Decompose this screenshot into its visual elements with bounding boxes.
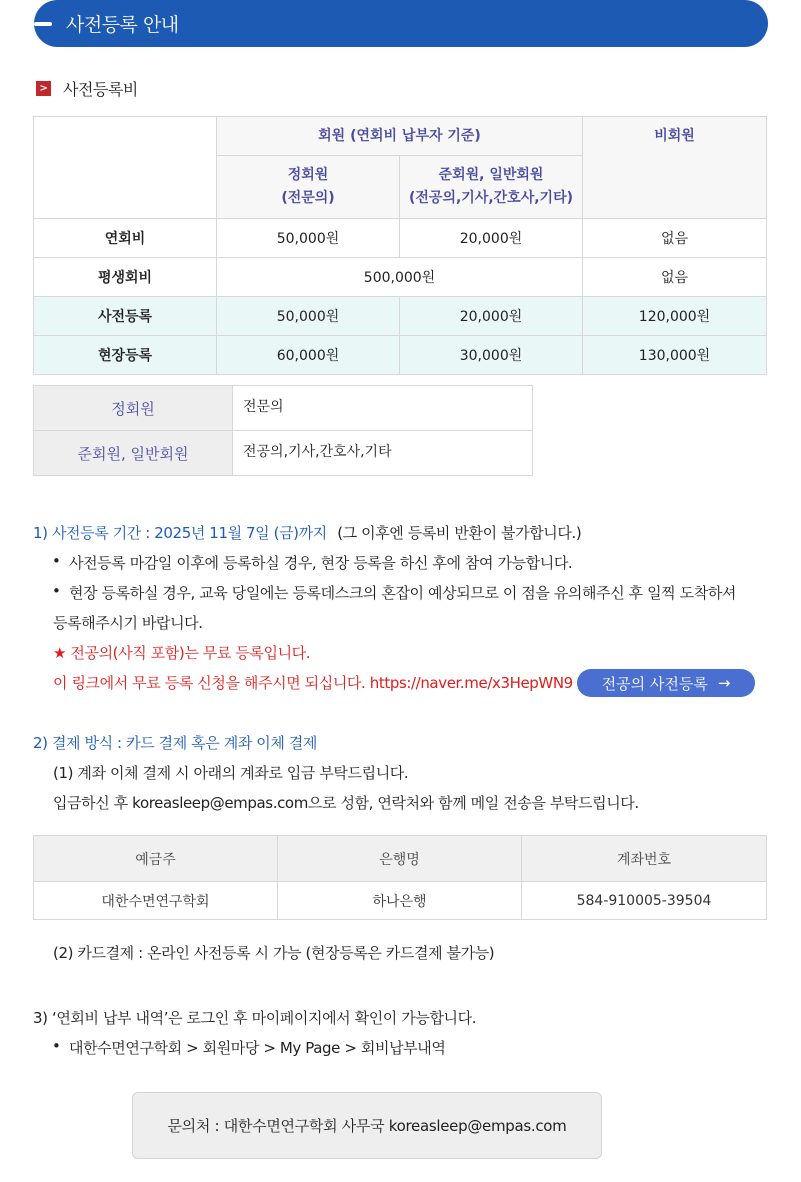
resident-registration-button[interactable] (577, 669, 755, 697)
non-member-header: 비회원 (583, 117, 767, 219)
non-member-fee: 120,000원 (583, 297, 767, 336)
associate-fee: 20,000원 (400, 219, 583, 258)
section2-heading: 2) 결제 방식 : 카드 결제 혹은 계좌 이체 결제 (33, 734, 318, 752)
row-label: 현장등록 (34, 336, 217, 375)
section1-bullet: • 사전등록 마감일 이후에 등록하실 경우, 현장 등록을 하신 후에 참여 가능합니다. (69, 552, 572, 573)
bank-transfer-line: (1) 계좌 이체 결제 시 아래의 계좌로 입금 부탁드립니다. (53, 764, 409, 782)
non-member-fee: 130,000원 (583, 336, 767, 375)
fee-section-title: 사전등록비 (63, 80, 138, 99)
section1-heading: 1) 사전등록 기간 : 2025년 11월 7일 (금)까지 (33, 524, 327, 542)
fee-table (33, 116, 767, 375)
row-label: 연회비 (34, 219, 217, 258)
table-row (34, 258, 767, 297)
section1-bullet-continuation: 등록해주시기 바랍니다. (53, 614, 203, 632)
member-group-header: 회원 (연회비 납부자 기준) (217, 117, 583, 156)
account-number-header: 계좌번호 (522, 836, 767, 882)
non-member-fee: 없음 (583, 258, 767, 297)
table-row (34, 386, 533, 431)
table-row (34, 297, 767, 336)
lifetime-fee: 500,000원 (217, 258, 583, 297)
section1-bullet: • 현장 등록하실 경우, 교육 당일에는 등록데스크의 혼잡이 예상되므로 이 점을 유의해주신 후 일찍 도착하셔 (69, 582, 736, 603)
definition-key: 준회원, 일반회원 (34, 431, 233, 476)
non-member-fee: 없음 (583, 219, 767, 258)
arrow-right-icon: → (717, 674, 731, 692)
contact-box (132, 1092, 602, 1159)
bank-name-header: 은행명 (278, 836, 522, 882)
section3-heading: 3) ‘연회비 납부 내역’은 로그인 후 마이페이지에서 확인이 가능합니다. (33, 1009, 477, 1027)
bank-name: 하나은행 (278, 882, 522, 920)
table-row (34, 431, 533, 476)
section1-heading-note: (그 이후엔 등록비 반환이 불가합니다.) (337, 524, 582, 542)
definition-key: 정회원 (34, 386, 233, 431)
definition-value: 전공의,기사,간호사,기타 (233, 431, 533, 476)
regular-member-sub: (전문의) (281, 190, 335, 206)
definition-value: 전문의 (233, 386, 533, 431)
account-number: 584-910005-39504 (522, 882, 767, 920)
resident-free-note: ★ 전공의(사직 포함)는 무료 등록입니다. (53, 644, 311, 662)
section-header-bar (34, 0, 768, 47)
account-holder: 대한수면연구학회 (34, 882, 278, 920)
account-holder-header: 예금주 (34, 836, 278, 882)
chevron-right-icon: > (36, 81, 51, 96)
fee-section-heading (36, 77, 138, 100)
card-payment-line: (2) 카드결제 : 온라인 사전등록 시 가능 (현장등록은 카드결제 불가능) (53, 944, 495, 962)
associate-member-sub: (전공의,기사,간호사,기타) (409, 190, 573, 206)
contact-text: 문의처 : 대한수면연구학회 사무국 koreasleep@empas.com (167, 1117, 567, 1135)
associate-member-header (400, 156, 583, 219)
page-title: 사전등록 안내 (66, 14, 179, 36)
regular-fee: 50,000원 (217, 297, 400, 336)
resident-registration-button-label: 전공의 사전등록 (601, 674, 708, 693)
regular-fee: 50,000원 (217, 219, 400, 258)
dash-icon (34, 22, 52, 26)
table-row (34, 882, 767, 920)
section1-heading-line (33, 522, 581, 543)
table-row (34, 336, 767, 375)
membership-definition-table (33, 385, 533, 476)
regular-member-header (217, 156, 400, 219)
fee-table-corner (34, 117, 217, 219)
bank-transfer-instruction: 입금하신 후 koreasleep@empas.com으로 성함, 연락처와 함께 메일 전송을 부탁드립니다. (53, 794, 639, 812)
associate-fee: 30,000원 (400, 336, 583, 375)
associate-fee: 20,000원 (400, 297, 583, 336)
bank-account-table (33, 835, 767, 920)
row-label: 사전등록 (34, 297, 217, 336)
row-label: 평생회비 (34, 258, 217, 297)
regular-member-label: 정회원 (287, 167, 329, 183)
registration-link-note[interactable]: 이 링크에서 무료 등록 신청을 해주시면 되십니다. https://naver.me/x3HepWN9 (53, 674, 573, 692)
associate-member-label: 준회원, 일반회원 (438, 167, 544, 183)
table-row (34, 219, 767, 258)
regular-fee: 60,000원 (217, 336, 400, 375)
section3-bullet: • 대한수면연구학회 > 회원마당 > My Page > 회비납부내역 (69, 1037, 445, 1058)
